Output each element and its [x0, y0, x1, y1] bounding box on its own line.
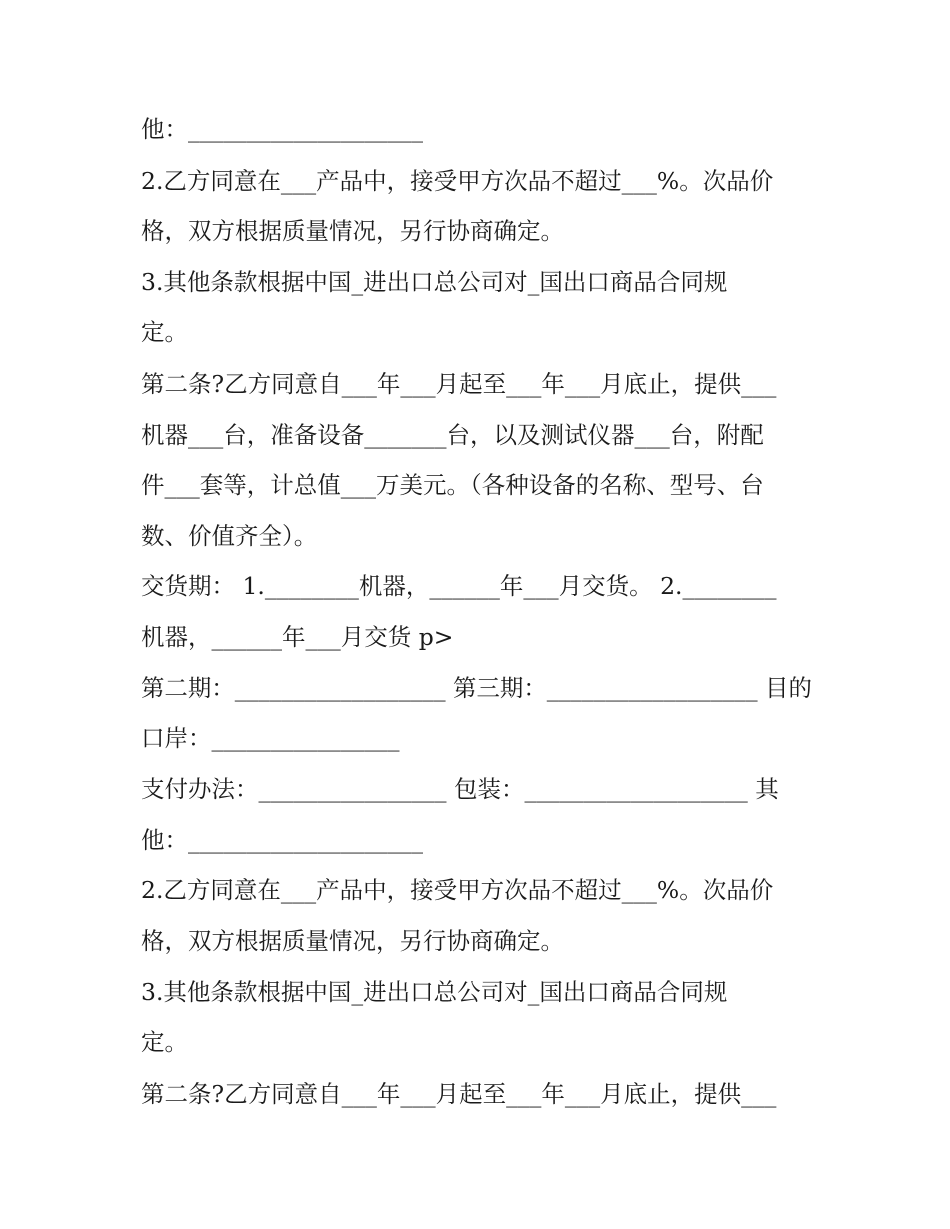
text-line: 定。: [141, 318, 188, 346]
text-line: 他：____________________: [141, 826, 423, 854]
text-line: 他：____________________: [141, 115, 423, 143]
text-line: 件___套等，计总值___万美元。（各种设备的名称、型号、台: [141, 471, 764, 499]
text-line: 格，双方根据质量情况，另行协商确定。: [141, 217, 564, 245]
text-line: 机器___台，准备设备_______台，以及测试仪器___台，附配: [141, 421, 764, 449]
text-line: 第二期：__________________ 第三期：__________________ 目的: [141, 674, 812, 702]
text-line: 数、价值齐全）。: [141, 522, 318, 550]
text-line: 3.其他条款根据中国_进出口总公司对_国出口商品合同规: [141, 268, 728, 296]
text-line: 2.乙方同意在___产品中，接受甲方次品不超过___%。次品价: [141, 167, 774, 195]
text-line: 交货期： 1.________机器，______年___月交货。 2.________: [141, 572, 777, 600]
text-line: 支付办法：________________ 包装：___________________ 其: [141, 775, 779, 803]
text-line: 第二条?乙方同意自___年___月起至___年___月底止，提供___: [141, 370, 777, 398]
text-line: 口岸：________________: [141, 724, 400, 752]
text-line: 格，双方根据质量情况，另行协商确定。: [141, 927, 564, 955]
text-line: 3.其他条款根据中国_进出口总公司对_国出口商品合同规: [141, 978, 728, 1006]
text-line: 2.乙方同意在___产品中，接受甲方次品不超过___%。次品价: [141, 876, 774, 904]
text-line: 第二条?乙方同意自___年___月起至___年___月底止，提供___: [141, 1080, 777, 1108]
text-line: 定。: [141, 1028, 188, 1056]
text-line: 机器，______年___月交货 p>: [141, 623, 454, 651]
